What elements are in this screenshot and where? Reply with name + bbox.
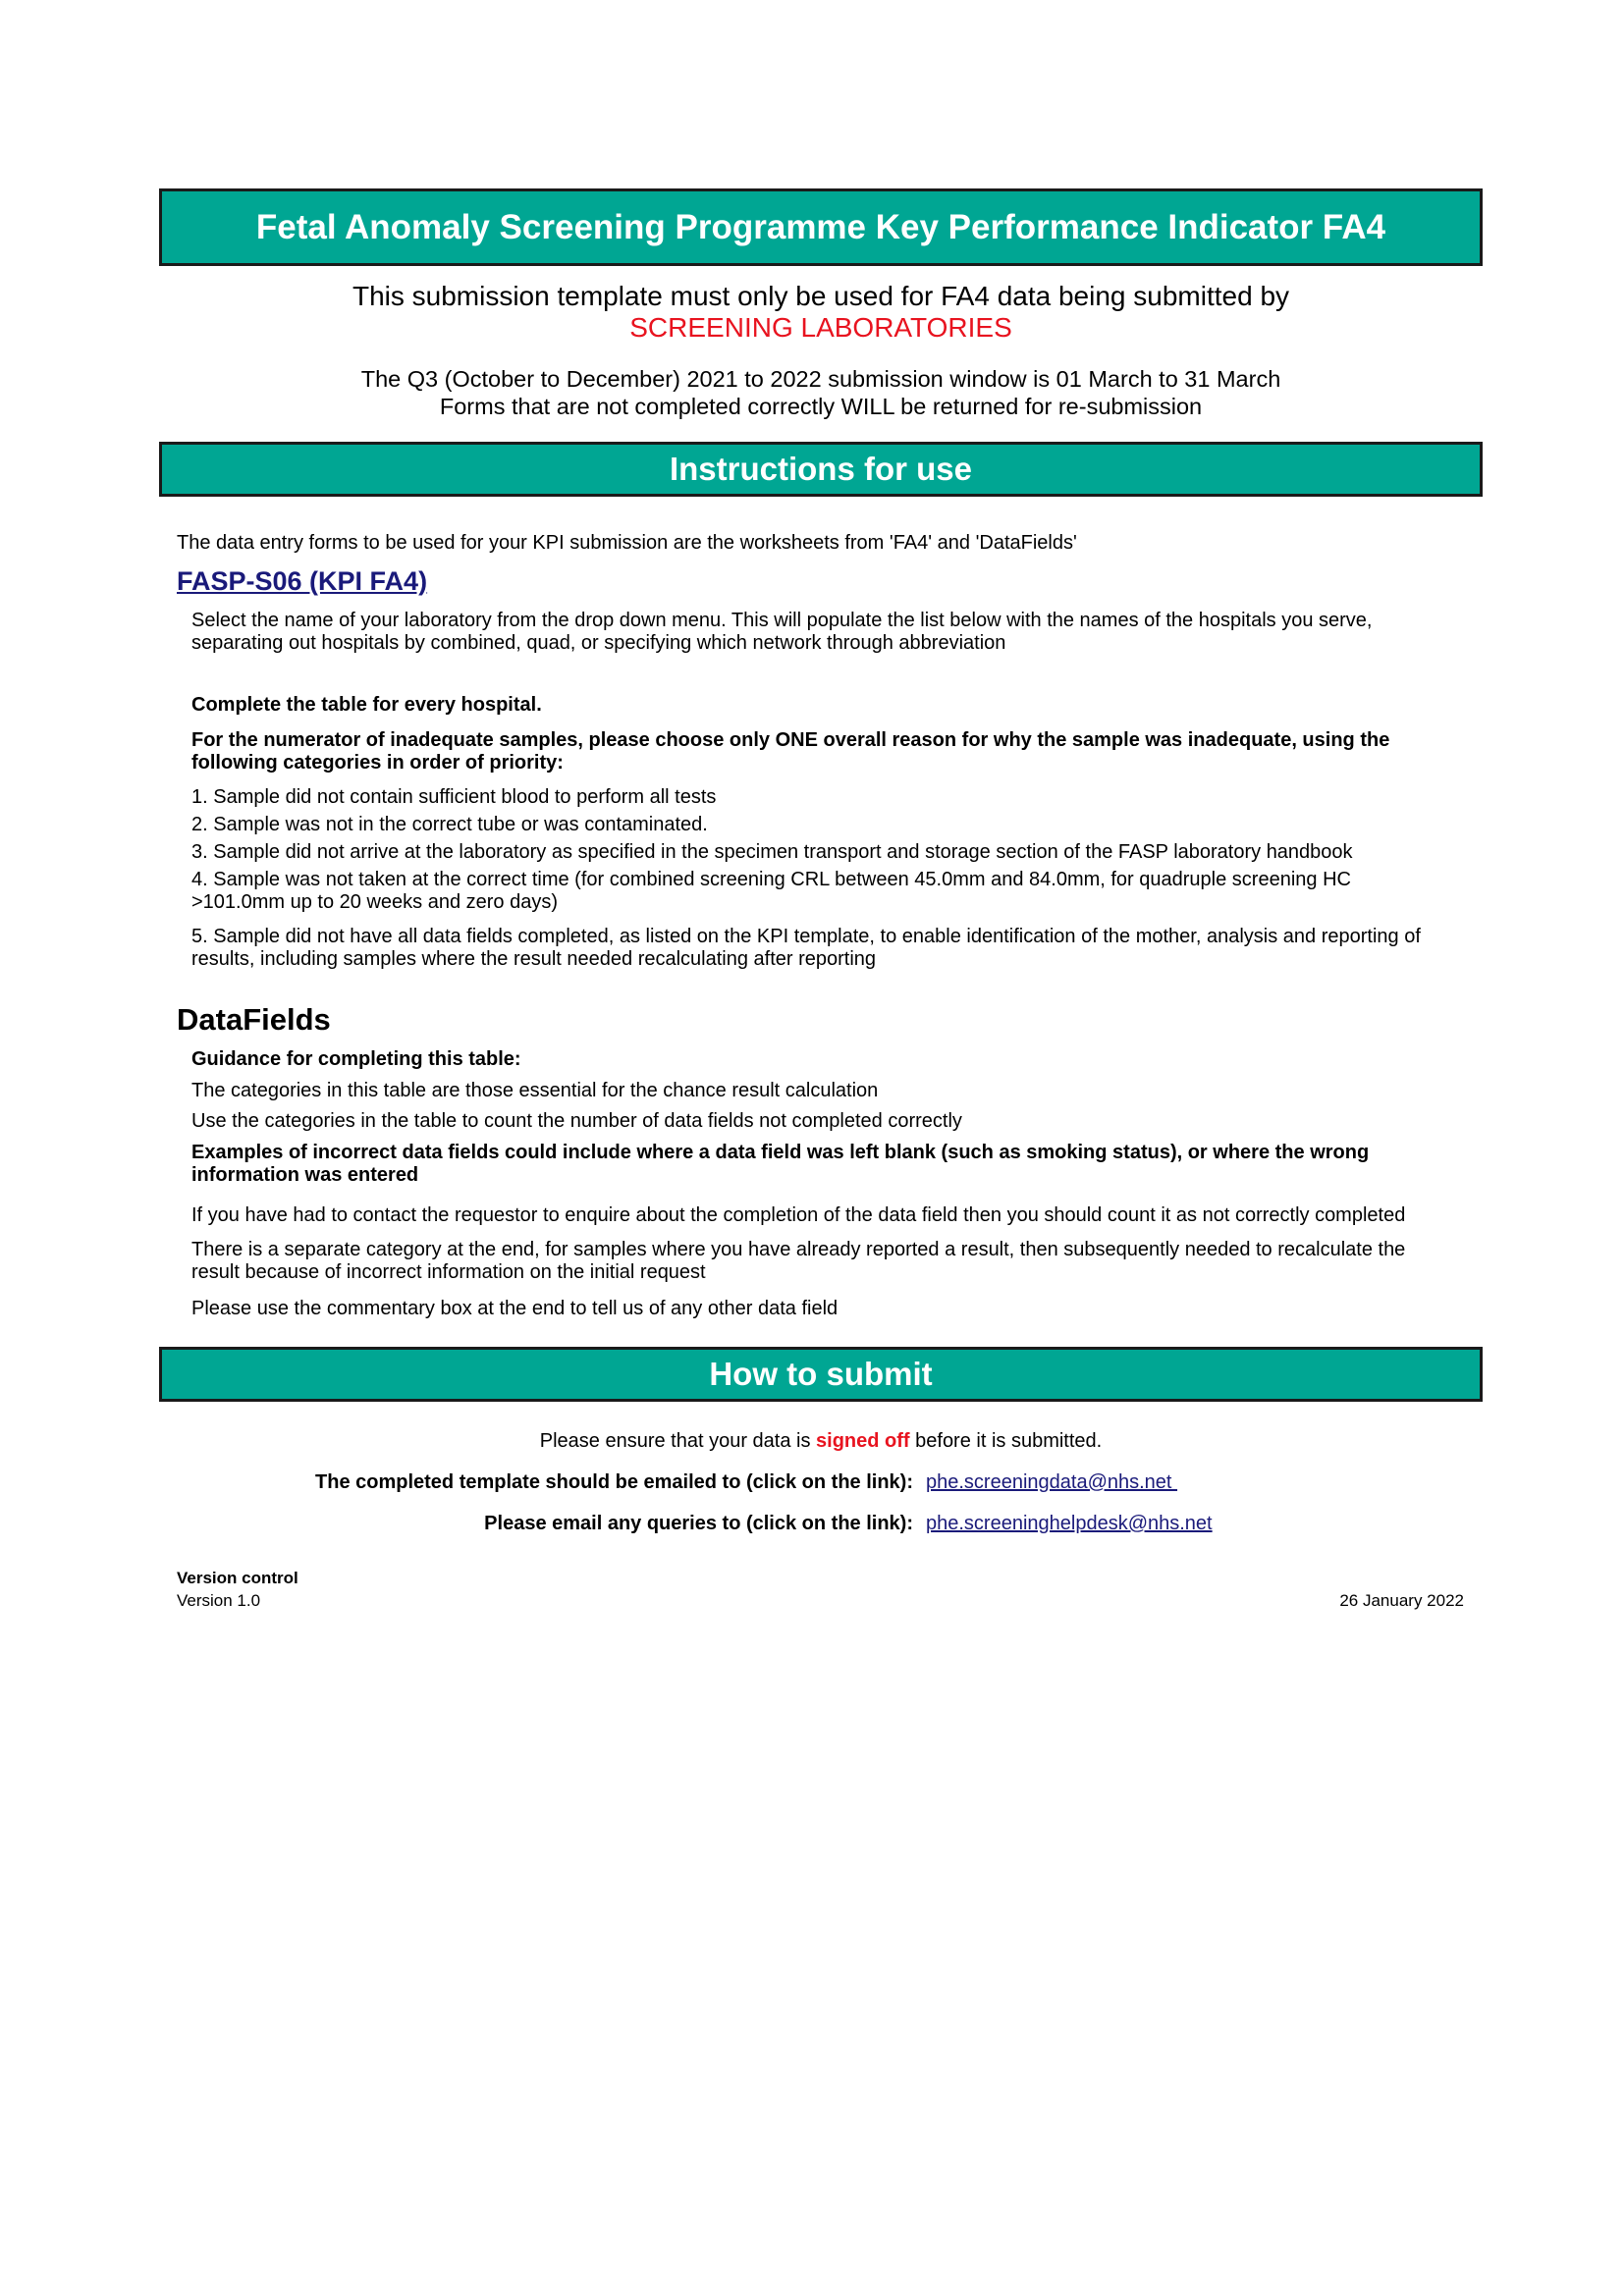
notice-audience: SCREENING LABORATORIES	[629, 312, 1012, 343]
guidance-text: Please use the commentary box at the end to tell us of any other data field	[191, 1298, 839, 1319]
notice-line: This submission template must only be used for FA4 data being submitted by	[352, 281, 1290, 311]
datafields-heading: DataFields	[177, 1002, 331, 1037]
queries-label: Please email any queries to (click on the link):	[484, 1513, 913, 1534]
list-item-continued: >101.0mm up to 20 weeks and zero days)	[191, 891, 558, 913]
resubmission-warning: Forms that are not completed correctly WILL be returned for re-submission	[439, 394, 1203, 419]
version-number: Version 1.0	[177, 1591, 261, 1610]
email-link[interactable]: phe.screeningdata@nhs.net	[926, 1471, 1178, 1493]
complete-table-note: Complete the table for every hospital.	[191, 694, 542, 716]
list-item: 2. Sample was not in the correct tube or was contaminated.	[191, 814, 708, 835]
guidance-heading: Guidance for completing this table:	[191, 1048, 521, 1070]
submit-banner	[159, 1347, 1483, 1402]
guidance-text: Use the categories in the table to count the number of data fields not completed correctly	[191, 1110, 962, 1132]
list-item: 3. Sample did not arrive at the laboratory as specified in the specimen transport and storage section of the FASP laboratory handbook	[191, 841, 1353, 863]
list-item: 1. Sample did not contain sufficient blood to perform all tests	[191, 786, 717, 808]
page-title: Fetal Anomaly Screening Programme Key Performance Indicator FA4	[255, 208, 1386, 246]
list-item: 4. Sample was not taken at the correct time (for combined screening CRL between 45.0mm and 84.0mm, for quadruple screening HC	[191, 869, 1351, 890]
signoff-suffix: before it is submitted.	[909, 1430, 1103, 1452]
examples-line1: Examples of incorrect data fields could include where a data field was left blank (such as smoking status), or where the wrong	[191, 1142, 1370, 1163]
submission-window: The Q3 (October to December) 2021 to 2022 submission window is 01 March to 31 March	[360, 366, 1281, 392]
version-date: 26 January 2022	[1339, 1591, 1464, 1610]
guidance-text: The categories in this table are those essential for the chance result calculation	[191, 1080, 879, 1101]
submit-title: How to submit	[709, 1356, 933, 1392]
instructions-banner	[159, 442, 1483, 497]
select-lab-line2: separating out hospitals by combined, quad, or specifying which network through abbreviation	[191, 632, 1006, 654]
list-item-continued: results, including samples where the result needed recalculating after reporting	[191, 948, 877, 970]
signoff-emphasis: signed off	[816, 1430, 910, 1452]
queries-link[interactable]: phe.screeninghelpdesk@nhs.net	[926, 1513, 1213, 1534]
fasp-s06-link[interactable]: FASP-S06 (KPI FA4)	[177, 566, 428, 596]
examples-line2: information was entered	[191, 1164, 419, 1186]
list-item: 5. Sample did not have all data fields completed, as listed on the KPI template, to enable identification of the mother, analysis and reporting of	[191, 926, 1421, 947]
version-control-label: Version control	[177, 1569, 298, 1587]
signoff-note	[159, 1430, 1483, 1453]
separate-category-line1: There is a separate category at the end, for samples where you have already reported a result, then subsequently needed to recalculate the	[191, 1239, 1406, 1260]
numerator-note-line2: following categories in order of priority:	[191, 752, 564, 774]
page-title-banner	[159, 188, 1483, 266]
numerator-note-line1: For the numerator of inadequate samples, please choose only ONE overall reason for why the sample was inadequate, using the	[191, 729, 1390, 751]
instructions-title: Instructions for use	[669, 451, 973, 487]
select-lab-line1: Select the name of your laboratory from the drop down menu. This will populate the list below with the names of the hospitals you serve,	[191, 610, 1373, 631]
email-label: The completed template should be emailed to (click on the link):	[315, 1471, 913, 1493]
separate-category-line2: result because of incorrect information on the initial request	[191, 1261, 706, 1283]
signoff-prefix: Please ensure that your data is	[539, 1430, 817, 1452]
instructions-intro: The data entry forms to be used for your KPI submission are the worksheets from 'FA4' and 'DataFields'	[177, 532, 1077, 554]
guidance-text: If you have had to contact the requestor to enquire about the completion of the data field then you should count it as not correctly completed	[191, 1204, 1406, 1226]
